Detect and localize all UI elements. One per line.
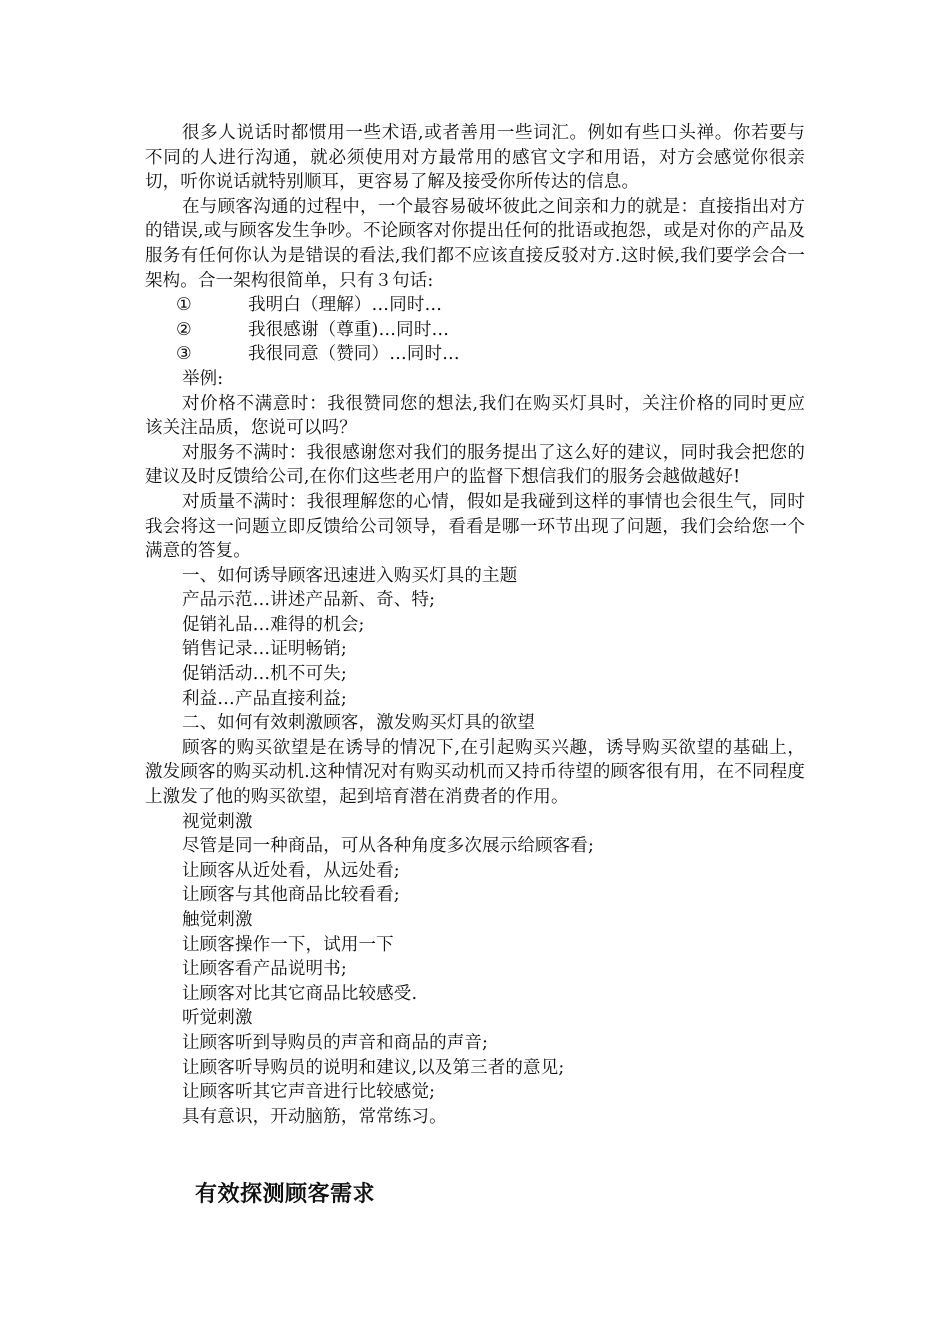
list-text: 我很同意（赞同）…同时… — [248, 344, 460, 365]
section2-title: 二、如何有效刺激顾客，激发购买灯具的欲望 — [182, 713, 535, 734]
section1-item: 产品示范…讲述产品新、奇、特; — [182, 590, 436, 611]
list-item — [145, 318, 805, 343]
example-service: 对服务不满时：我很感谢您对我们的服务提出了这么好的建议，同时我会把您的建议及时反馈给公司,在你们这些老用户的监督下想信我们的服务会越做越好! — [145, 442, 805, 488]
conflict-paragraph: 在与顾客沟通的过程中，一个最容易破坏彼此之间亲和力的就是：直接指出对方的错误,或与顾客发生争吵。不论顾客对你提出任何的批语或抱怨，或是对你的产品及服务有任何你认为是错误的看法,我们都不应该直接反驳对方.这时候,我们要学会合一架构。合一架构很简单，只有３句话: — [145, 196, 805, 291]
hearing-title: 听觉刺激 — [182, 1008, 253, 1029]
visual-item: 让顾客从近处看，从远处看; — [182, 860, 400, 881]
touch-item: 让顾客看产品说明书; — [182, 959, 347, 980]
list-item — [145, 342, 805, 367]
touch-title: 触觉刺激 — [182, 910, 253, 930]
hearing-item: 让顾客听其它声音进行比较感觉; — [182, 1082, 436, 1103]
section2-paragraph: 顾客的购买欲望是在诱导的情况下,在引起购买兴趣，诱导购买欲望的基础上，激发顾客的购买动机.这种情况对有购买动机而又持币待望的顾客很有用，在不同程度上激发了他的购买欲望，起到培育潜在消费者的作用。 — [145, 737, 805, 808]
hearing-item: 让顾客听导购员的说明和建议,以及第三者的意见; — [182, 1057, 565, 1078]
hearing-item: 具有意识，开动脑筋，常常练习。 — [182, 1106, 447, 1127]
hearing-item: 让顾客听到导购员的声音和商品的声音; — [182, 1032, 489, 1053]
intro-paragraph: 很多人说话时都惯用一些术语,或者善用一些词汇。例如有些口头禅。你若要与不同的人进行沟通，就必须使用对方最常用的感官文字和用语，对方会感觉你很亲切，听你说话就特别顺耳，更容易了解及接受你所传达的信息。 — [145, 123, 805, 193]
section1-title: 一、如何诱导顾客迅速进入购买灯具的主题 — [182, 565, 518, 586]
list-number: ③ — [176, 344, 192, 365]
list-number: ② — [176, 319, 192, 340]
section-heading: 有效探测顾客需求 — [195, 1182, 376, 1207]
section1-item: 销售记录…证明畅销; — [182, 639, 347, 660]
list-text: 我明白（理解）…同时… — [248, 295, 443, 316]
touch-item: 让顾客对比其它商品比较感受. — [182, 983, 418, 1004]
example-label: 举例: — [182, 368, 224, 389]
visual-title: 视觉刺激 — [182, 811, 253, 832]
list-item — [145, 293, 805, 318]
visual-item: 让顾客与其他商品比较看看; — [182, 885, 400, 906]
section1-item: 促销礼品…难得的机会; — [182, 614, 365, 635]
section1-item: 利益…产品直接利益; — [182, 688, 347, 709]
list-text: 我很感谢（尊重)…同时… — [248, 319, 450, 340]
visual-item: 尽管是同一种商品，可从各种角度多次展示给顾客看; — [182, 836, 594, 857]
touch-item: 让顾客操作一下，试用一下 — [182, 934, 394, 955]
document-body — [145, 121, 805, 1129]
section1-item: 促销活动…机不可失; — [182, 664, 347, 685]
example-price: 对价格不满意时：我很赞同您的想法,我们在购买灯具时，关注价格的同时更应该关注品质，您说可以吗？ — [145, 393, 805, 439]
list-number: ① — [176, 295, 192, 316]
example-quality: 对质量不满时：我很理解您的心情，假如是我碰到这样的事情也会很生气，同时我会将这一问题立即反馈给公司领导，看看是哪一环节出现了问题，我们会给您一个满意的答复。 — [145, 491, 805, 562]
